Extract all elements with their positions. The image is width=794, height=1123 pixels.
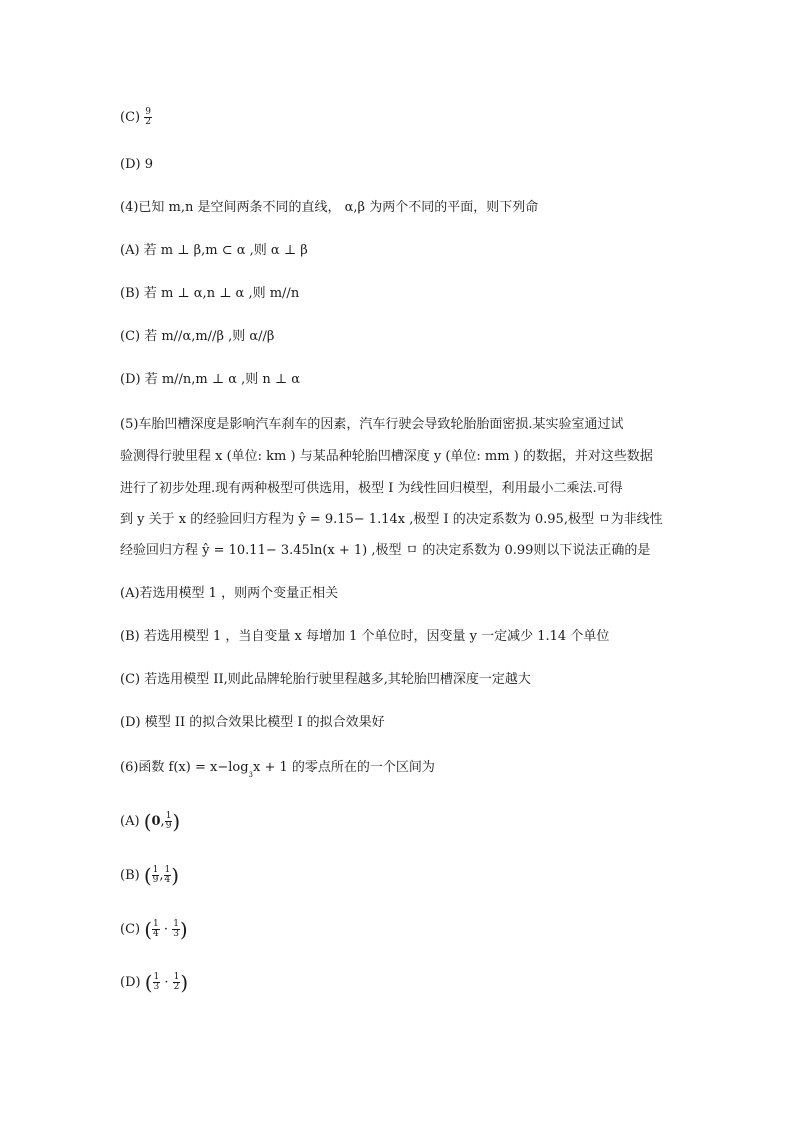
q6-option-c-fraction-1 (152, 920, 160, 939)
q6-option-c-num-1: 1 (153, 919, 159, 929)
q6-option-b-fraction-1 (152, 866, 160, 885)
q5-option-c: (C) 若选用模型 II,则此品牌轮胎行驶里程越多,其轮胎凹槽深度一定越大 (120, 672, 531, 687)
q6-option-c: (C) ( $\frac{1}{4}$ · $\frac{1}{3}$ ) (120, 917, 188, 942)
q4-option-a: (A) 若 m ⊥ β,m ⊂ α ,则 α ⊥ β (120, 243, 308, 258)
q5-stem-line-5: 经验回归方程 ŷ = 10.11− 3.45ln(x + 1) ,极型 ㅁ 的决定系数为 0.99则以下说法正确的是 (120, 543, 651, 558)
q5-option-d: (D) 模型 II 的拟合效果比模型 I 的拟合效果好 (120, 715, 385, 730)
q6-stem (120, 759, 435, 778)
q6-option-d-fraction-1 (153, 973, 161, 992)
q5-stem-line-4: 到 y 关于 x 的经验回归方程为 ŷ = 9.15− 1.14x ,极型 I 的决定系数为 0.95,极型 ㅁ为非线性 (120, 512, 663, 527)
q4-option-d: (D) 若 m//n,m ⊥ α ,则 n ⊥ α (120, 372, 301, 387)
q3-option-c-fraction (144, 108, 152, 127)
q3-option-d (120, 156, 153, 174)
q6-option-a-left: 0 (151, 814, 161, 829)
q3-option-c-label: (C) (120, 110, 141, 125)
q6-option-c-den-2: 3 (173, 929, 179, 939)
q6-option-b-num-1: 1 (152, 865, 159, 875)
q4-stem: (4)已知 m,n 是空间两条不同的直线， α,β 为两个不同的平面，则下列命 (120, 200, 539, 215)
q3-option-d-label: (D) (120, 157, 141, 172)
q5-option-b: (B) 若选用模型 1 ，当自变量 x 每增加 1 个单位时，因变量 y 一定减少 1.14 个单位 (120, 629, 610, 644)
q6-option-b-den-1: 9 (152, 875, 159, 885)
q4-option-b: (B) 若 m ⊥ α,n ⊥ α ,则 m//n (120, 286, 300, 301)
q6-option-c-fraction-2 (172, 920, 180, 939)
q5-stem-line-3: 进行了初步处理.现有两种极型可供选用，极型 I 为线性回归模型，利用最小二乘法.可得 (120, 481, 623, 496)
q3-option-c-denominator: 2 (145, 117, 151, 127)
q6-stem-post: x + 1 的零点所在的一个区间为 (253, 760, 435, 775)
q6-option-a-label: (A) (120, 814, 140, 829)
q4-option-c: (C) 若 m//α,m//β ,则 α//β (120, 329, 275, 344)
q6-option-c-num-2: 1 (173, 919, 179, 929)
q6-option-a-den: 9 (165, 821, 172, 831)
q5-stem-line-2: 验测得行驶里程 x (单位: km ) 与某品种轮胎凹槽深度 y (单位: mm ) 的数据，并对这些数据 (120, 449, 653, 464)
q6-log-base: 3 (248, 771, 253, 779)
q6-option-a: (A) (0, $\frac{1}{9}$ ) (120, 809, 181, 834)
q6-option-b: (B) ( $\frac{1}{9}$ , $\frac{1}{4}$ ) (120, 863, 180, 888)
q5-stem-line-1: (5)车胎凹槽深度是影响汽车刹车的因素，汽车行驶会导致轮胎胎面密损.某实验室通过试 (120, 417, 624, 432)
q6-option-d-label: (D) (120, 975, 141, 990)
q6-option-d-num-1: 1 (153, 972, 160, 982)
q3-option-d-text: 9 (144, 157, 153, 172)
q6-stem-pre: (6)函数 f(x) = x−log (120, 760, 249, 775)
q6-option-b-label: (B) (120, 868, 140, 883)
q3-option-c (120, 108, 152, 127)
q5-option-a: (A)若选用模型 1 ，则两个变量正相关 (120, 586, 339, 601)
q6-option-c-den-1: 4 (153, 929, 159, 939)
q6-option-d: (D) ( $\frac{1}{3}$ · $\frac{1}{2}$ ) (120, 970, 189, 995)
q6-option-c-label: (C) (120, 922, 141, 937)
q6-option-a-num: 1 (165, 811, 172, 821)
q6-option-d-den-1: 3 (153, 982, 160, 992)
q6-option-b-num-2: 1 (164, 865, 171, 875)
q6-option-b-den-2: 4 (164, 875, 171, 885)
q6-option-d-den-2: 2 (173, 982, 180, 992)
q3-option-c-numerator: 9 (145, 107, 151, 117)
q6-option-d-num-2: 1 (173, 972, 180, 982)
